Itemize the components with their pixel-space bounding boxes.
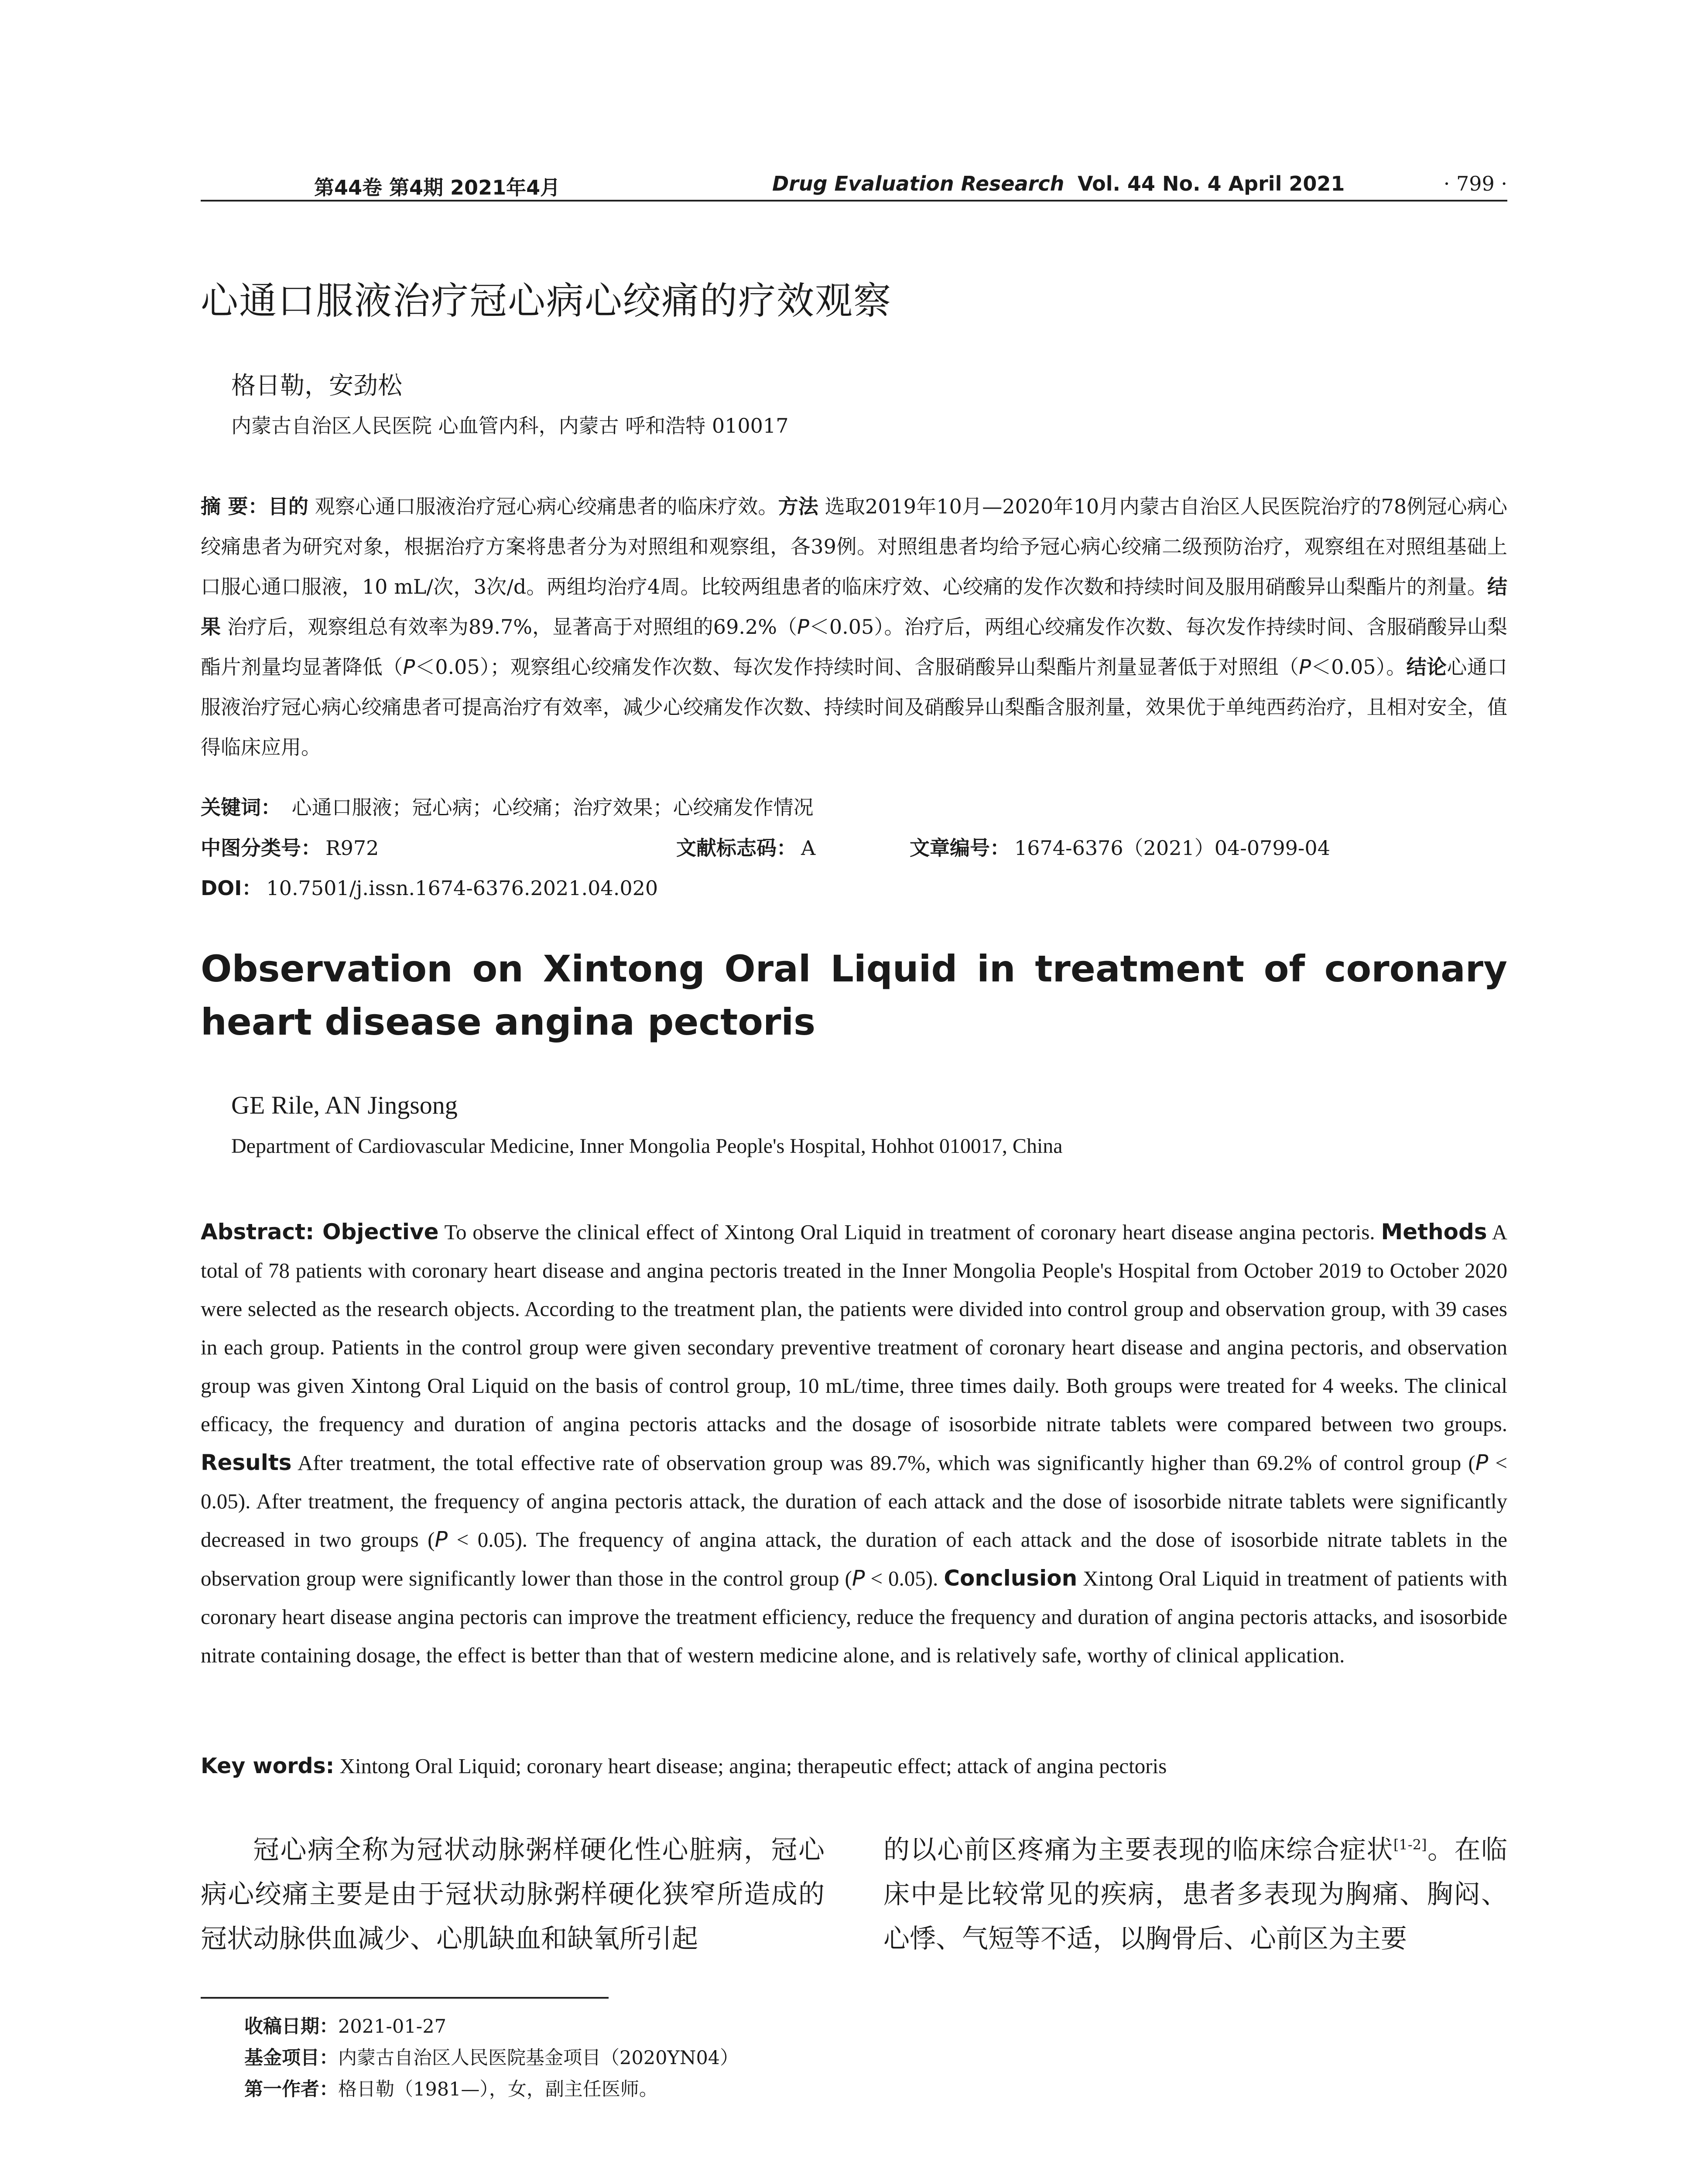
header-journal-name: Drug Evaluation Research xyxy=(772,172,1065,195)
doi-value: 10.7501/j.issn.1674-6376.2021.04.020 xyxy=(266,876,658,900)
body-text: 的以心前区疼痛为主要表现的临床综合症状 xyxy=(883,1835,1393,1865)
results-text: 治疗后，观察组总有效率为89.7%，显著高于对照组的69.2%（ xyxy=(221,615,798,639)
english-title: Observation on Xintong Oral Liquid in treatment of coronary heart disease angina pectoris xyxy=(201,947,1507,1043)
conclusion-text: Xintong Oral Liquid in treatment of patients with coronary heart disease angina pectoris can improve the treatment efficiency, reduce the frequency and duration of angina pectoris attacks, and isosorbide nitrate containing dosage, the effect is better than that of western medicine alone, and is relatively safe, worthy of clinical application. xyxy=(201,1566,1507,1667)
p-symbol: P xyxy=(403,655,415,679)
header-volume-issue: Vol. 44 No. 4 April 2021 xyxy=(1078,172,1345,195)
abstract-label: Abstract: xyxy=(201,1219,323,1244)
body-column-left: 冠心病全称为冠状动脉粥样硬化性心脏病，冠心病心绞痛主要是由于冠状动脉粥样硬化狭窄所造成的冠状动脉供血减少、心肌缺血和缺氧所引起 xyxy=(201,1835,825,1954)
header-issue-cn: 第44卷 第4期 2021年4月 xyxy=(314,176,561,199)
footnote-fund xyxy=(244,2042,739,2074)
doc-code-label: 文献标志码： xyxy=(676,836,797,860)
keywords-text: Xintong Oral Liquid; coronary heart disease; angina; therapeutic effect; attack of angina pectoris xyxy=(334,1754,1167,1778)
footnote-first-author xyxy=(244,2074,739,2105)
received-date: 2021-01-27 xyxy=(338,2016,446,2037)
chinese-keywords xyxy=(201,792,814,820)
fund-label: 基金项目： xyxy=(244,2047,338,2069)
results-text: < 0.05). The frequency of angina attack, the duration of each attack and the dose of isosorbide nitrate tablets in the observation group were significantly lower than those in the control group ( xyxy=(201,1528,1507,1590)
objective-label: 目的 xyxy=(268,495,308,518)
english-abstract xyxy=(201,1213,1507,1675)
clc-value: R972 xyxy=(325,836,379,860)
header-page-number: · 799 · xyxy=(1443,172,1507,195)
p-symbol: P xyxy=(852,1566,865,1591)
article-number-label: 文章编号： xyxy=(910,836,1010,860)
p-symbol: P xyxy=(1475,1450,1489,1475)
objective-text: To observe the clinical effect of Xintong Oral Liquid in treatment of coronary heart disease angina pectoris. xyxy=(438,1220,1381,1244)
results-text: After treatment, the total effective rate of observation group was 89.7%, which was significantly higher than 69.2% of control group ( xyxy=(291,1451,1475,1475)
fund-text: 内蒙古自治区人民医院基金项目（2020YN04） xyxy=(338,2047,739,2069)
english-keywords xyxy=(201,1754,1507,1778)
article-number-value: 1674-6376（2021）04-0799-04 xyxy=(1014,836,1330,860)
received-label: 收稿日期： xyxy=(244,2016,338,2037)
methods-text: 选取2019年10月—2020年10月内蒙古自治区人民医院治疗的78例冠心病心绞痛患者为研究对象，根据治疗方案将患者分为对照组和观察组，各39例。对照组患者均给予冠心病心绞痛二级预防治疗，观察组在对照组基础上口服心通口服液，10 mL/次，3次/d。两组均治疗4周。比较两组患者的临床疗效、心绞痛的发作次数和持续时间及服用硝酸异山梨酯片的剂量。 xyxy=(201,495,1507,598)
results-text: ＜0.05）。治疗后，两组心绞痛发作次数、每次发作持续时间、含服硝酸异山梨酯片剂量均显著降低（ xyxy=(201,615,1508,679)
chinese-abstract xyxy=(201,486,1507,767)
keywords-label: 关键词： xyxy=(201,796,281,819)
doc-code-value: A xyxy=(801,836,816,860)
results-text: ＜0.05）；观察组心绞痛发作次数、每次发作持续时间、含服硝酸异山梨酯片剂量显著低于对照组（ xyxy=(415,655,1299,679)
methods-label: 方法 xyxy=(778,495,818,518)
results-text: < 0.05). After treatment, the frequency of angina pectoris attack, the duration of each attack and the dose of isosorbide nitrate tablets were significantly decreased in two groups ( xyxy=(201,1451,1507,1552)
conclusion-label: Conclusion xyxy=(944,1566,1078,1591)
footnote-divider xyxy=(201,1997,609,1999)
results-text: ＜0.05）。 xyxy=(1311,655,1407,679)
chinese-authors: 格日勒，安劲松 xyxy=(231,372,402,400)
abstract-label: 摘 要： xyxy=(201,495,268,518)
chinese-affiliation: 内蒙古自治区人民医院 心血管内科，内蒙古 呼和浩特 010017 xyxy=(231,414,789,438)
results-text: < 0.05). xyxy=(865,1566,944,1590)
english-authors: GE Rile, AN Jingsong xyxy=(231,1091,458,1119)
first-author-text: 格日勒（1981—），女，副主任医师。 xyxy=(338,2078,658,2100)
objective-label: Objective xyxy=(322,1219,439,1244)
chinese-title: 心通口服液治疗冠心病心绞痛的疗效观察 xyxy=(201,279,892,323)
first-author-label: 第一作者： xyxy=(244,2078,338,2100)
body-column-right xyxy=(883,1828,1507,1961)
results-label: Results xyxy=(201,1450,292,1475)
doi-label: DOI： xyxy=(201,876,262,900)
conclusion-text: 心通口服液治疗冠心病心绞痛患者可提高治疗有效率，减少心绞痛发作次数、持续时间及硝酸异山梨酯含服剂量，效果优于单纯西药治疗，且相对安全，值得临床应用。 xyxy=(201,655,1508,759)
methods-label: Methods xyxy=(1381,1219,1487,1244)
body-text: 。在临床中是比较常见的疾病，患者多表现为胸痛、胸闷、心悸、气短等不适，以胸骨后、心前区为主要 xyxy=(883,1835,1508,1954)
footnotes xyxy=(244,2011,739,2105)
keywords-text: 心通口服液；冠心病；心绞痛；治疗效果；心绞痛发作情况 xyxy=(285,796,814,819)
results-label: 结果 xyxy=(201,575,1507,639)
reference-citation[interactable]: [1-2] xyxy=(1393,1836,1427,1853)
english-affiliation: Department of Cardiovascular Medicine, Inner Mongolia People's Hospital, Hohhot 010017, China xyxy=(231,1135,1063,1158)
conclusion-label: 结论 xyxy=(1406,655,1447,679)
clc-label: 中图分类号： xyxy=(201,836,321,860)
p-symbol: P xyxy=(797,615,809,639)
footnote-received xyxy=(244,2011,739,2042)
methods-text: A total of 78 patients with coronary heart disease and angina pectoris treated in the Inner Mongolia People's Hospital from October 2019 to October 2020 were selected as the research objects. According to the treatment plan, the patients were divided into control group and observation group, with 39 cases in each group. Patients in the control group were given secondary preventive treatment of coronary heart disease and angina pectoris, and observation group was given Xintong Oral Liquid on the basis of control group, 10 mL/time, three times daily. Both groups were treated for 4 weeks. The clinical efficacy, the frequency and duration of angina pectoris attacks and the dosage of isosorbide nitrate tablets were compared between two groups. xyxy=(201,1220,1507,1436)
p-symbol: P xyxy=(435,1527,448,1552)
keywords-label: Key words: xyxy=(201,1754,335,1778)
objective-text: 观察心通口服液治疗冠心病心绞痛患者的临床疗效。 xyxy=(308,495,778,518)
running-header xyxy=(201,169,1507,202)
p-symbol: P xyxy=(1299,655,1311,679)
classification-line xyxy=(201,832,1507,861)
doi-line xyxy=(201,872,658,901)
